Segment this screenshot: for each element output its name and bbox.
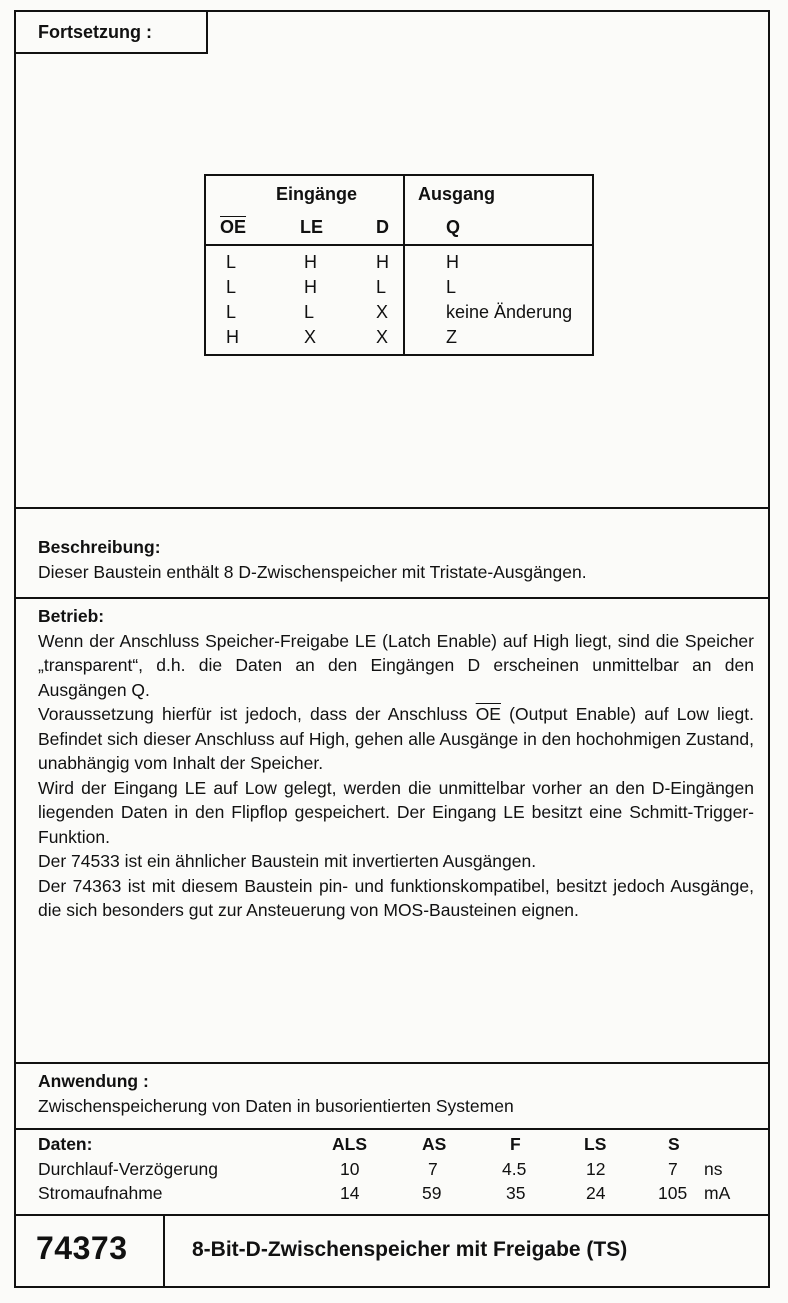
operation-heading: Betrieb:: [38, 606, 105, 626]
operation-text: Voraussetzung hierfür ist jedoch, dass der Anschluss: [38, 704, 476, 724]
table-cell: L: [376, 277, 387, 297]
description-heading: Beschreibung:: [38, 537, 161, 557]
output-header: Ausgang: [418, 184, 496, 204]
column-oe: $\overline{OE}$: [220, 217, 247, 237]
table-cell: H: [226, 327, 239, 347]
table-cell: H: [304, 277, 317, 297]
data-value: 10: [340, 1159, 360, 1179]
column-q: Q: [446, 217, 461, 237]
oe-signal: $\overline{OE}$: [475, 704, 501, 724]
data-value: 12: [586, 1159, 606, 1179]
inputs-header: Eingänge: [276, 184, 358, 204]
data-unit: ns: [704, 1159, 723, 1179]
description-text: Dieser Baustein enthält 8 D-Zwischenspeicher mit Tristate-Ausgängen.: [38, 561, 587, 582]
truth-table-header-divider: [206, 244, 592, 246]
continuation-tab: Fortsetzung :: [14, 10, 208, 54]
section-divider: [16, 1062, 768, 1064]
table-cell: X: [376, 327, 389, 347]
table-cell: L: [226, 252, 237, 272]
data-value: 7: [428, 1159, 438, 1179]
table-cell: L: [226, 302, 237, 322]
table-cell: L: [304, 302, 315, 322]
data-unit: mA: [704, 1183, 731, 1203]
table-cell: L: [446, 277, 457, 297]
table-cell: X: [304, 327, 317, 347]
datasheet-page: [14, 10, 770, 1288]
data-value: 35: [506, 1183, 526, 1203]
family-als: ALS: [332, 1134, 367, 1154]
operation-text: (Output Enable) auf Low liegt. Befindet sich dieser Anschluss auf High, gehen alle Ausgänge in den hochohmigen Zustand, unabhängig vom Inhalt der Speicher.: [38, 704, 754, 773]
family-ls: LS: [584, 1134, 607, 1154]
data-row-label: Durchlauf-Verzögerung: [38, 1159, 218, 1179]
data-value: 24: [586, 1183, 606, 1203]
part-number: 74373: [36, 1230, 128, 1266]
table-cell: keine Änderung: [446, 302, 573, 322]
data-row-label: Stromaufnahme: [38, 1183, 163, 1203]
operation-paragraph: Der 74363 ist mit diesem Baustein pin- und funktionskompatibel, besitzt jedoch Ausgänge, die sich besonders gut zur Ansteuerung von MOS-Bausteinen eignen.: [38, 875, 754, 920]
section-divider: [16, 1128, 768, 1130]
column-d: D: [376, 217, 389, 237]
family-s: S: [668, 1134, 680, 1154]
application-heading: Anwendung :: [38, 1071, 149, 1091]
footer-column-divider: [163, 1214, 165, 1288]
family-as: AS: [422, 1134, 447, 1154]
data-value: 4.5: [502, 1159, 527, 1179]
table-cell: H: [376, 252, 389, 272]
table-cell: L: [226, 277, 237, 297]
operation-paragraph: Wenn der Anschluss Speicher-Freigabe LE (Latch Enable) auf High liegt, sind die Speicher „transparent“, d.h. die Daten an den Eingängen D erscheinen unmittelbar an den Ausgängen Q.: [38, 630, 754, 700]
table-cell: X: [376, 302, 389, 322]
section-divider: [16, 597, 768, 599]
part-title: 8-Bit-D-Zwischenspeicher mit Freigabe (TS): [192, 1238, 628, 1261]
description-section: [38, 535, 587, 584]
section-divider: [16, 507, 768, 509]
truth-table-column-divider: [403, 176, 405, 354]
column-le: LE: [300, 217, 324, 237]
data-heading: Daten:: [38, 1134, 93, 1154]
truth-table: [204, 174, 594, 356]
operation-paragraph: Der 74533 ist ein ähnlicher Baustein mit invertierten Ausgängen.: [38, 851, 537, 871]
data-value: 105: [658, 1183, 688, 1203]
operation-paragraph: Wird der Eingang LE auf Low gelegt, werden die unmittelbar vorher an den D-Eingängen liegenden Daten in den Flipflop gespeichert. Der Eingang LE besitzt eine Schmitt-Trigger-Funktion.: [38, 777, 754, 847]
operation-paragraph: [38, 702, 754, 776]
data-value: 59: [422, 1183, 442, 1203]
table-cell: H: [446, 252, 459, 272]
table-cell: H: [304, 252, 317, 272]
table-cell: Z: [446, 327, 457, 347]
application-section: [38, 1069, 514, 1118]
data-value: 14: [340, 1183, 360, 1203]
operation-section: [38, 604, 754, 923]
family-f: F: [510, 1134, 521, 1154]
footer-divider: [16, 1214, 768, 1216]
application-text: Zwischenspeicherung von Daten in busorientierten Systemen: [38, 1095, 514, 1116]
data-value: 7: [668, 1159, 678, 1179]
